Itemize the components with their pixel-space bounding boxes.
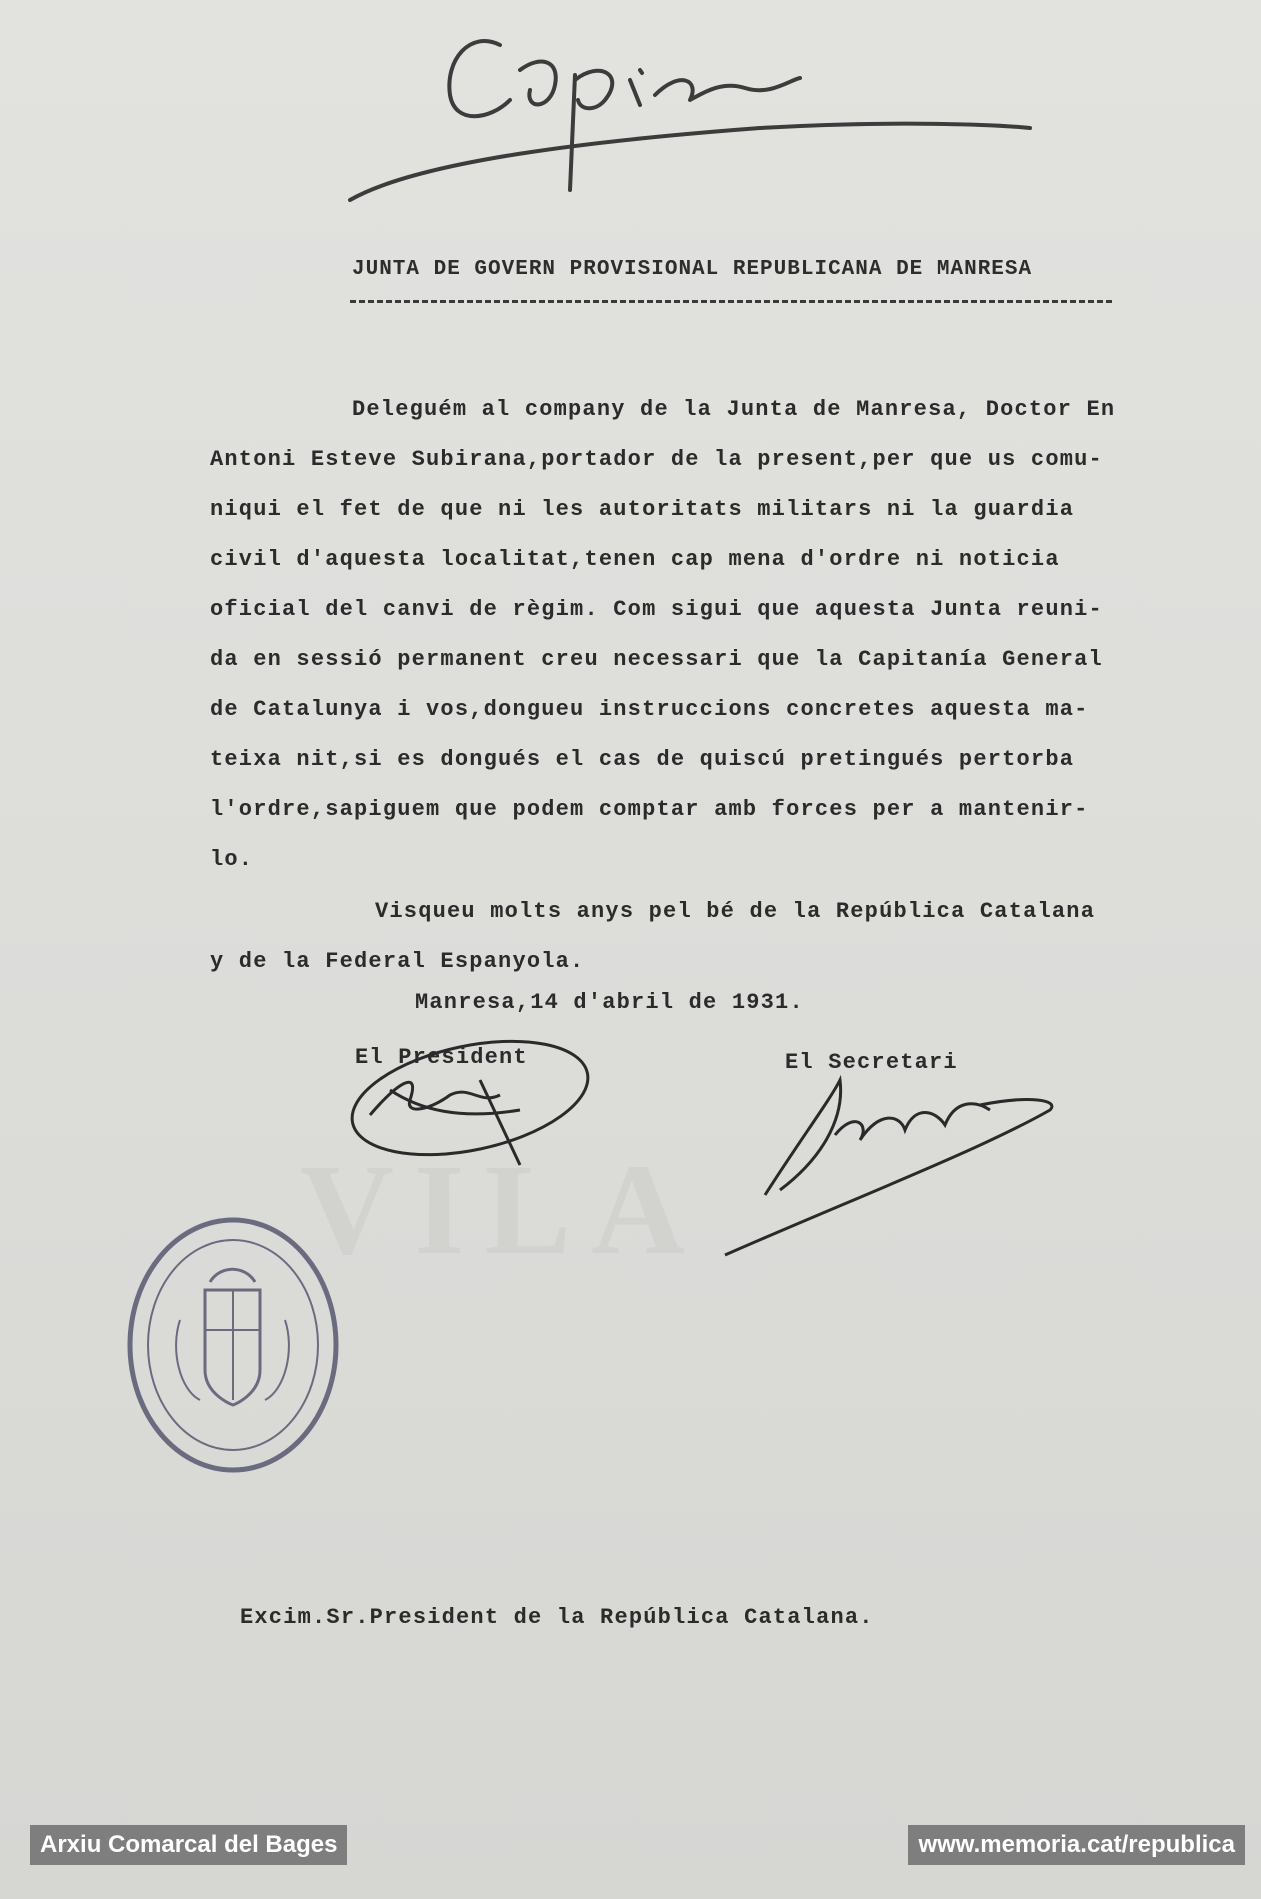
handwritten-copy-note [350, 41, 1030, 200]
closing-line: y de la Federal Espanyola. [210, 949, 585, 974]
website-link[interactable]: www.memoria.cat/republica [908, 1825, 1245, 1865]
closing-line: Visqueu molts anys pel bé de la República Catalana [375, 899, 1096, 924]
secretari-label: El Secretari [785, 1050, 958, 1075]
date-line: Manresa,14 d'abril de 1931. [415, 990, 804, 1015]
municipal-seal [130, 1220, 336, 1470]
secretari-signature [725, 1080, 1052, 1255]
heading-underline [350, 300, 1112, 303]
body-line: niqui el fet de que ni les autoritats militars ni la guardia [210, 497, 1075, 522]
archive-credit-badge: Arxiu Comarcal del Bages [30, 1825, 347, 1865]
president-label: El President [355, 1045, 528, 1070]
body-line: lo. [210, 847, 254, 872]
document-heading: JUNTA DE GOVERN PROVISIONAL REPUBLICANA DE MANRESA [352, 258, 1033, 281]
addressee-line: Excim.Sr.President de la República Catalana. [240, 1605, 874, 1630]
body-line: teixa nit,si es dongués el cas de quiscú pretingués pertorba [210, 747, 1075, 772]
body-line: da en sessió permanent creu necessari que la Capitanía General [210, 647, 1103, 672]
watermark: VILA [300, 1138, 706, 1282]
body-line: Deleguém al company de la Junta de Manresa, Doctor En [352, 397, 1116, 422]
body-line: oficial del canvi de règim. Com sigui que aquesta Junta reuni- [210, 597, 1103, 622]
body-line: de Catalunya i vos,dongueu instruccions concretes aquesta ma- [210, 697, 1089, 722]
letter-body [210, 385, 1160, 987]
body-line: l'ordre,sapiguem que podem comptar amb forces per a mantenir- [210, 797, 1089, 822]
body-line: civil d'aquesta localitat,tenen cap mena d'ordre ni noticia [210, 547, 1060, 572]
body-line: Antoni Esteve Subirana,portador de la present,per que us comu- [210, 447, 1103, 472]
